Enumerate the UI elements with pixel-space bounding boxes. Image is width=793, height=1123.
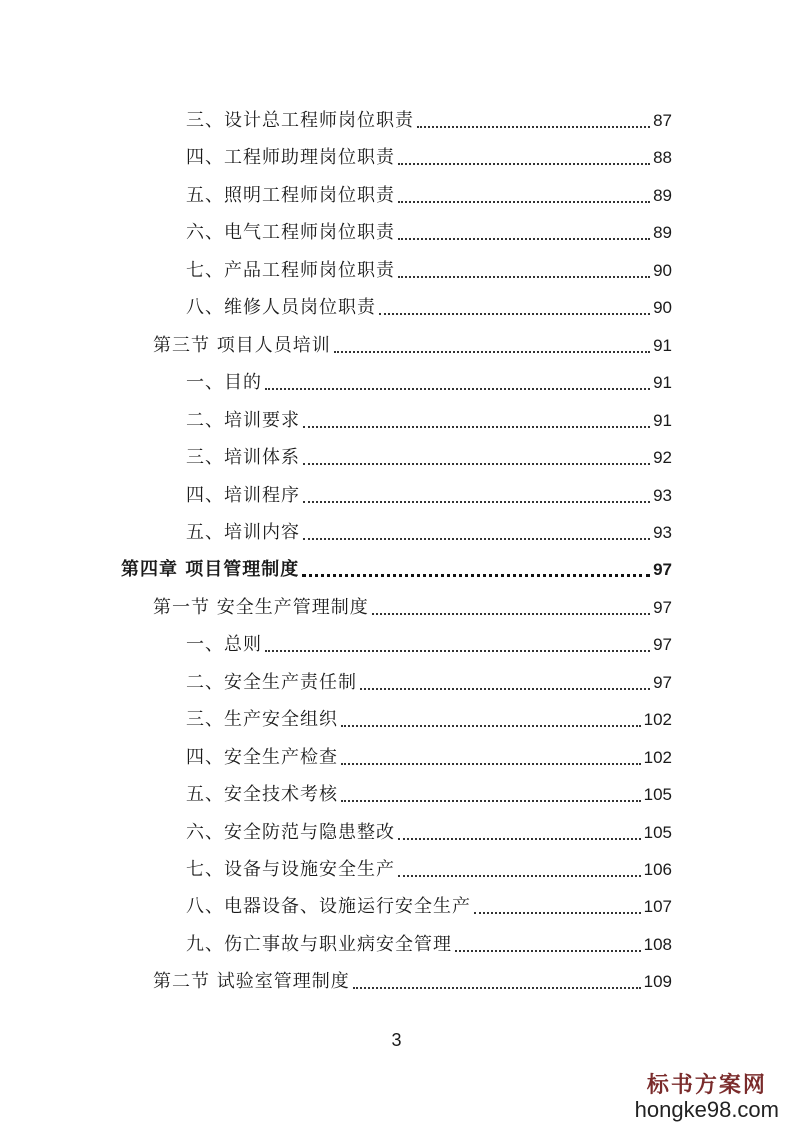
toc-entry[interactable]: [186, 668, 672, 694]
toc-entry-page: 107: [643, 897, 672, 917]
toc-leader-dots: [353, 977, 641, 989]
toc-entry-label: 六、安全防范与隐患整改: [186, 821, 395, 843]
toc-entry[interactable]: [186, 443, 672, 469]
toc-leader-dots: [372, 603, 650, 615]
toc-entry[interactable]: [153, 593, 672, 619]
toc-entry-label: 三、培训体系: [186, 447, 300, 469]
toc-entry-page: 108: [643, 934, 672, 954]
toc-entry-label: 三、生产安全组织: [186, 709, 338, 731]
toc-leader-dots: [341, 715, 641, 727]
page-number: 3: [391, 1030, 402, 1050]
toc-entry-label: 八、维修人员岗位职责: [186, 297, 376, 319]
toc-entry-label: 六、电气工程师岗位职责: [186, 222, 395, 244]
toc-entry-label: 四、工程师助理岗位职责: [186, 147, 395, 169]
toc-entry-label: 第四章 项目管理制度: [121, 559, 300, 581]
toc-entry[interactable]: [153, 967, 672, 993]
toc-entry-page: 105: [643, 822, 672, 842]
toc-entry-label: 一、总则: [186, 634, 262, 656]
toc-leader-dots: [379, 303, 650, 315]
toc-entry[interactable]: [186, 481, 672, 507]
toc-leader-dots: [341, 790, 641, 802]
toc-entry[interactable]: [186, 930, 672, 956]
toc-entry[interactable]: [186, 855, 672, 881]
toc-entry-page: 93: [653, 522, 672, 542]
toc-entry-page: 91: [653, 410, 672, 430]
toc-entry-page: 93: [653, 485, 672, 505]
toc-entry[interactable]: [186, 143, 672, 169]
toc-entry[interactable]: [186, 293, 672, 319]
toc-entry[interactable]: [186, 256, 672, 282]
toc-leader-dots: [398, 153, 650, 165]
watermark-logo: [635, 1068, 779, 1123]
toc-leader-dots: [265, 640, 650, 652]
toc-leader-dots: [341, 753, 641, 765]
watermark-domain: hongke98.com: [634, 1097, 779, 1122]
toc-entry[interactable]: [121, 555, 672, 581]
toc-leader-dots: [303, 453, 650, 465]
toc-entry-label: 五、照明工程师岗位职责: [186, 184, 395, 206]
watermark-brand: 标书方案网: [646, 1072, 767, 1098]
toc-entry[interactable]: [186, 368, 672, 394]
toc-entry-label: 二、培训要求: [186, 409, 300, 431]
toc-leader-dots: [398, 865, 641, 877]
toc-entry-page: 91: [653, 373, 672, 393]
toc-entry-page: 102: [643, 710, 672, 730]
toc-entry-page: 89: [653, 223, 672, 243]
toc-entry-label: 四、安全生产检查: [186, 746, 338, 768]
toc-entry-page: 90: [653, 298, 672, 318]
toc-entry-page: 109: [643, 972, 672, 992]
toc-entry-page: 92: [653, 448, 672, 468]
toc-leader-dots: [265, 378, 650, 390]
toc-entry[interactable]: [186, 181, 672, 207]
toc-entry-label: 第一节 安全生产管理制度: [153, 596, 369, 618]
toc-entry-label: 八、电器设备、设施运行安全生产: [186, 896, 471, 918]
toc-entry-page: 90: [653, 260, 672, 280]
toc-entry-label: 第二节 试验室管理制度: [153, 971, 350, 993]
toc-leader-dots: [360, 678, 650, 690]
toc-entry-page: 97: [653, 672, 672, 692]
toc-entry[interactable]: [186, 218, 672, 244]
toc-entry[interactable]: [186, 518, 672, 544]
toc-entry[interactable]: [186, 705, 672, 731]
toc-entry[interactable]: [186, 406, 672, 432]
toc-entry-label: 五、培训内容: [186, 521, 300, 543]
toc-entry-page: 89: [653, 185, 672, 205]
toc-entry-page: 102: [643, 747, 672, 767]
toc-entry-label: 七、设备与设施安全生产: [186, 859, 395, 880]
toc-entry-page: 106: [643, 860, 672, 879]
toc-leader-dots: [455, 940, 641, 952]
toc-entry[interactable]: [186, 818, 672, 844]
toc-leader-dots: [417, 116, 650, 128]
toc-entry-label: 九、伤亡事故与职业病安全管理: [186, 933, 452, 955]
toc-leader-dots: [303, 528, 650, 540]
toc-entry[interactable]: [186, 630, 672, 656]
toc-entry-page: 97: [653, 635, 672, 655]
toc-entry-label: 第三节 项目人员培训: [153, 334, 331, 356]
toc-entry[interactable]: [186, 743, 672, 769]
toc-entry[interactable]: [186, 106, 672, 132]
toc-leader-dots: [398, 828, 641, 840]
toc-entry-label: 三、设计总工程师岗位职责: [186, 110, 414, 131]
toc-leader-dots: [303, 416, 650, 428]
toc-entry-page: 105: [643, 785, 672, 805]
toc-entry-page: 88: [653, 148, 672, 168]
toc-leader-dots: [398, 228, 650, 240]
toc-entry[interactable]: [186, 780, 672, 806]
toc-entry-label: 七、产品工程师岗位职责: [186, 259, 395, 281]
toc-entry-label: 五、安全技术考核: [186, 784, 338, 806]
toc-entry-page: 91: [653, 335, 672, 355]
toc-entry-page: 97: [653, 597, 672, 617]
toc-leader-dots: [302, 564, 650, 577]
toc-entry-label: 二、安全生产责任制: [186, 671, 357, 693]
toc-entry-page: 97: [653, 560, 672, 580]
toc-leader-dots: [474, 902, 641, 914]
toc-entry-page: 87: [653, 111, 672, 130]
toc-leader-dots: [398, 191, 650, 203]
toc-leader-dots: [334, 341, 650, 353]
toc-entry-label: 四、培训程序: [186, 484, 300, 506]
toc-entry[interactable]: [153, 331, 672, 357]
toc-entry[interactable]: [186, 892, 672, 918]
toc-leader-dots: [303, 491, 650, 503]
toc-leader-dots: [398, 266, 650, 278]
toc-entry-label: 一、目的: [186, 372, 262, 394]
